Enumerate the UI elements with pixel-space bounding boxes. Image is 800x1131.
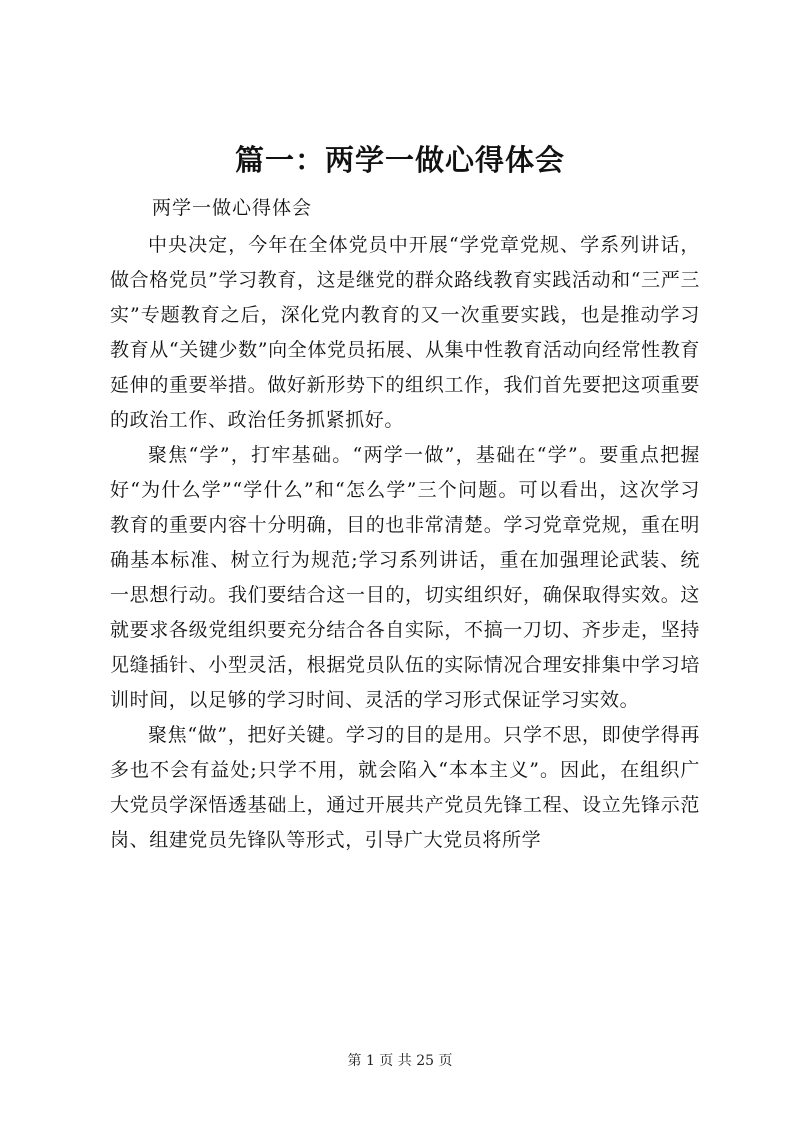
page-footer: 第 1 页 共 25 页 — [347, 1053, 453, 1069]
document-title: 篇一：两学一做心得体会 — [234, 143, 565, 177]
paragraph-3: 聚焦“做”，把好关键。学习的目的是用。只学不思，即使学得再多也不会有益处;只学不用，就会陷入“本本主义”。因此，在组织广大党员学深悟透基础上，通过开展共产党员先锋工程、设立先锋示范岗、组建党员先锋队等形式，引导广大党员将所学 — [110, 724, 700, 851]
document-body — [110, 228, 700, 858]
paragraph-1: 中央决定，今年在全体党员中开展“学党章党规、学系列讲话，做合格党员”学习教育，这是继党的群众路线教育实践活动和“三严三实”专题教育之后，深化党内教育的又一次重要实践，也是推动学习教育从“关键少数”向全体党员拓展、从集中性教育活动向经常性教育延伸的重要举措。做好新形势下的组织工作，我们首先要把这项重要的政治工作、政治任务抓紧抓好。 — [110, 234, 700, 431]
document-subtitle: 两学一做心得体会 — [152, 197, 313, 219]
paragraph-2: 聚焦“学”，打牢基础。“两学一做”，基础在“学”。要重点把握好“为什么学”“学什么”和“怎么学”三个问题。可以看出，这次学习教育的重要内容十分明确，目的也非常清楚。学习党章党规，重在明确基本标准、树立行为规范;学习系列讲话，重在加强理论武装、统一思想行动。我们要结合这一目的，切实组织好，确保取得实效。这就要求各级党组织要充分结合各自实际，不搞一刀切、齐步走，坚持见缝插针、小型灵活，根据党员队伍的实际情况合理安排集中学习培训时间，以足够的学习时间、灵活的学习形式保证学习实效。 — [110, 444, 700, 711]
